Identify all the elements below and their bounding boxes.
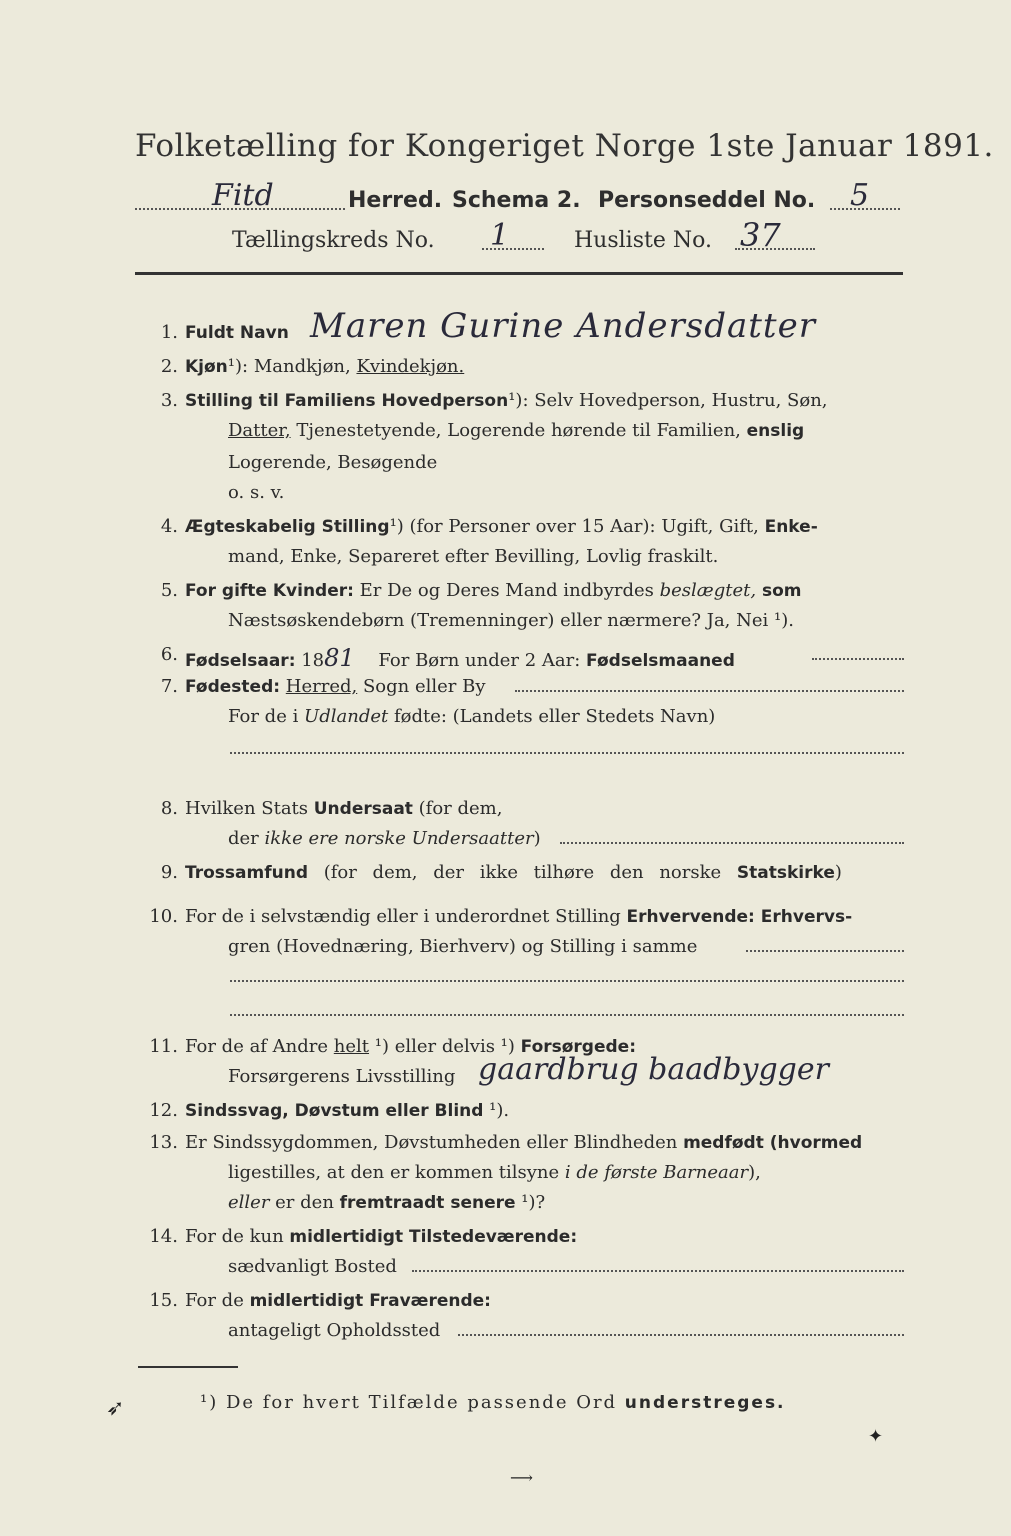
item-number: 7. <box>160 676 178 697</box>
item-label: Fuldt Navn <box>185 323 289 343</box>
kreds-value: 1 <box>490 218 510 253</box>
item-text: ¹). <box>483 1100 510 1121</box>
foreign-dots <box>230 752 904 754</box>
item-13-line <box>185 1132 862 1153</box>
item-label: Trossamfund <box>185 863 308 883</box>
herred-value: Fitd <box>212 178 274 213</box>
husliste-label: Husliste No. <box>574 228 712 253</box>
provider-occupation-value: gaardbrug baadbygger <box>478 1052 829 1087</box>
husliste-dots <box>735 248 815 250</box>
item-number: 10. <box>149 906 178 927</box>
item-label: Undersaat <box>313 799 413 819</box>
item-text: For de <box>185 1290 250 1311</box>
item-number: 15. <box>149 1290 178 1311</box>
opholdssted-dots <box>458 1334 904 1336</box>
birth-year-value: 81 <box>324 644 355 672</box>
item-text: Er Sindssygdommen, Døvstumheden eller Blindheden <box>185 1132 684 1153</box>
schema-label: Schema 2. <box>452 188 581 213</box>
item-text: Tjenestetyende, Logerende hørende til Familien, <box>290 420 747 441</box>
item-3-line-3: Logerende, Besøgende <box>228 452 438 473</box>
personseddel-value: 5 <box>850 178 870 213</box>
undersaat-dots <box>560 842 904 844</box>
item-15-line <box>185 1290 491 1311</box>
erhverv-dots-2 <box>230 980 904 982</box>
item-text: ¹) eller delvis ¹) <box>369 1036 521 1057</box>
birth-month-dots <box>812 658 904 660</box>
footnote-text: ¹) De for hvert Tilfælde passende Ord <box>200 1392 625 1413</box>
item-text: For Børn under 2 Aar: <box>372 650 587 671</box>
corner-mark-left: ➶ <box>106 1396 125 1421</box>
item-number: 9. <box>160 862 178 883</box>
husliste-value: 37 <box>740 216 781 254</box>
item-number: 8. <box>160 798 178 819</box>
item-3-line-4: o. s. v. <box>228 482 285 503</box>
item-text: ¹): Mandkjøn, <box>227 356 357 377</box>
item-number: 5. <box>160 580 178 601</box>
item-text: der <box>228 828 265 849</box>
item-text: (for dem, <box>412 798 503 819</box>
item-1-line <box>185 322 289 343</box>
item-label: medfødt <box>683 1133 764 1153</box>
underlined-answer: helt <box>333 1036 370 1057</box>
item-bold: (hvormed <box>763 1133 863 1153</box>
full-name-value: Maren Gurine Andersdatter <box>310 306 816 346</box>
item-text: ), <box>748 1162 761 1183</box>
item-4-line-2: mand, Enke, Separeret efter Bevilling, Lovlig fraskilt. <box>228 546 719 567</box>
item-bold: enslig <box>746 421 805 441</box>
bosted-dots <box>412 1270 904 1272</box>
item-text: ¹)? <box>515 1192 546 1213</box>
item-label: Fødselsaar: <box>185 651 296 671</box>
underlined-answer: Herred, <box>285 676 358 697</box>
item-label: Forsørgede: <box>520 1037 637 1057</box>
item-number: 11. <box>149 1036 178 1057</box>
underlined-answer: Kvindekjøn. <box>356 356 465 377</box>
kreds-label: Tællingskreds No. <box>232 228 435 253</box>
item-label: Stilling til Familiens Hovedperson <box>185 391 509 411</box>
item-7-line-2 <box>228 706 715 727</box>
item-5-line-2: Næstsøskendebørn (Tremenninger) eller nærmere? Ja, Nei ¹). <box>228 610 794 631</box>
item-number: 6. <box>160 644 178 665</box>
item-bold: som <box>756 581 802 601</box>
item-3-line <box>185 390 828 411</box>
item-text: For de af Andre <box>185 1036 334 1057</box>
item-8-line <box>185 798 502 819</box>
item-number: 14. <box>149 1226 178 1247</box>
item-label: Kjøn <box>185 357 228 377</box>
item-text: ) <box>834 862 842 883</box>
item-text: For de kun <box>185 1226 290 1247</box>
item-2-line <box>185 356 464 377</box>
item-text: (for dem, der ikke tilhøre den norske <box>307 862 737 883</box>
item-label: Sindssvag, Døvstum eller Blind <box>185 1101 484 1121</box>
item-8-line-2 <box>228 828 541 849</box>
item-number: 1. <box>160 322 178 343</box>
item-13-line-3 <box>228 1192 545 1213</box>
item-bold: Statskirke <box>736 863 835 883</box>
item-italic: eller <box>228 1192 270 1213</box>
footnote <box>200 1392 786 1413</box>
item-14-line <box>185 1226 577 1247</box>
birthplace-dots <box>515 690 904 692</box>
item-bold: Enke- <box>764 517 818 537</box>
item-number: 2. <box>160 356 178 377</box>
item-text: fødte: (Landets eller Stedets Navn) <box>388 706 716 727</box>
item-text: For de i <box>228 706 305 727</box>
item-label: For gifte Kvinder: <box>185 581 354 601</box>
item-text: ) <box>533 828 541 849</box>
item-label: Fødested: <box>185 677 281 697</box>
item-14-line-2: sædvanligt Bosted <box>228 1256 397 1277</box>
item-text: Er De og Deres Mand indbyrdes <box>353 580 660 601</box>
kreds-dots <box>482 248 544 250</box>
form-title: Folketælling for Kongeriget Norge 1ste Januar 1891. <box>135 128 994 164</box>
item-4-line <box>185 516 818 537</box>
item-13-line-2 <box>228 1162 761 1183</box>
item-italic: Udlandet <box>304 706 389 727</box>
item-text: Hvilken Stats <box>185 798 314 819</box>
item-italic: i de første Barneaar <box>564 1162 749 1183</box>
item-text: 18 <box>295 650 325 671</box>
item-3-line-2 <box>228 420 804 441</box>
header-rule <box>135 272 903 275</box>
item-5-line <box>185 580 802 601</box>
footnote-rule <box>138 1366 238 1368</box>
item-text: er den <box>269 1192 340 1213</box>
erhverv-dots-1 <box>746 950 904 952</box>
item-label: Erhvervende: <box>626 907 755 927</box>
item-6-line <box>185 644 735 672</box>
item-12-line <box>185 1100 509 1121</box>
item-text: For de i selvstændig eller i underordnet Stilling <box>185 906 627 927</box>
item-15-line-2: antageligt Opholdssted <box>228 1320 441 1341</box>
bottom-mark: ⟶ <box>510 1468 533 1487</box>
item-label: Fødselsmaaned <box>586 651 735 671</box>
item-text: Sogn eller By <box>357 676 486 697</box>
item-number: 4. <box>160 516 178 537</box>
item-text: ¹): Selv Hovedperson, Hustru, Søn, <box>508 390 828 411</box>
item-number: 3. <box>160 390 178 411</box>
item-bold: Erhvervs- <box>754 907 853 927</box>
item-label: midlertidigt Fraværende: <box>249 1291 491 1311</box>
item-label: midlertidigt Tilstedeværende: <box>289 1227 578 1247</box>
item-number: 13. <box>149 1132 178 1153</box>
item-7-line <box>185 676 486 697</box>
item-11-line-2: Forsørgerens Livsstilling <box>228 1066 456 1087</box>
item-label: Ægteskabelig Stilling <box>185 517 390 537</box>
herred-label: Herred. <box>348 188 443 213</box>
item-10-line <box>185 906 852 927</box>
item-text: ¹) (for Personer over 15 Aar): Ugift, Gift, <box>389 516 765 537</box>
underlined-answer: Datter, <box>228 420 291 441</box>
corner-mark-right: ✦ <box>868 1426 884 1447</box>
item-10-line-2: gren (Hovednæring, Bierhverv) og Stilling i samme <box>228 936 698 957</box>
personseddel-label: Personseddel No. <box>598 188 816 213</box>
item-number: 12. <box>149 1100 178 1121</box>
item-9-line <box>185 862 842 883</box>
item-bold: fremtraadt senere <box>339 1193 516 1213</box>
erhverv-dots-3 <box>230 1014 904 1016</box>
item-italic: ikke ere norske Undersaatter <box>264 828 534 849</box>
footnote-bold: understreges. <box>624 1393 786 1413</box>
item-italic: beslægtet, <box>659 580 757 601</box>
item-text: ligestilles, at den er kommen tilsyne <box>228 1162 565 1183</box>
